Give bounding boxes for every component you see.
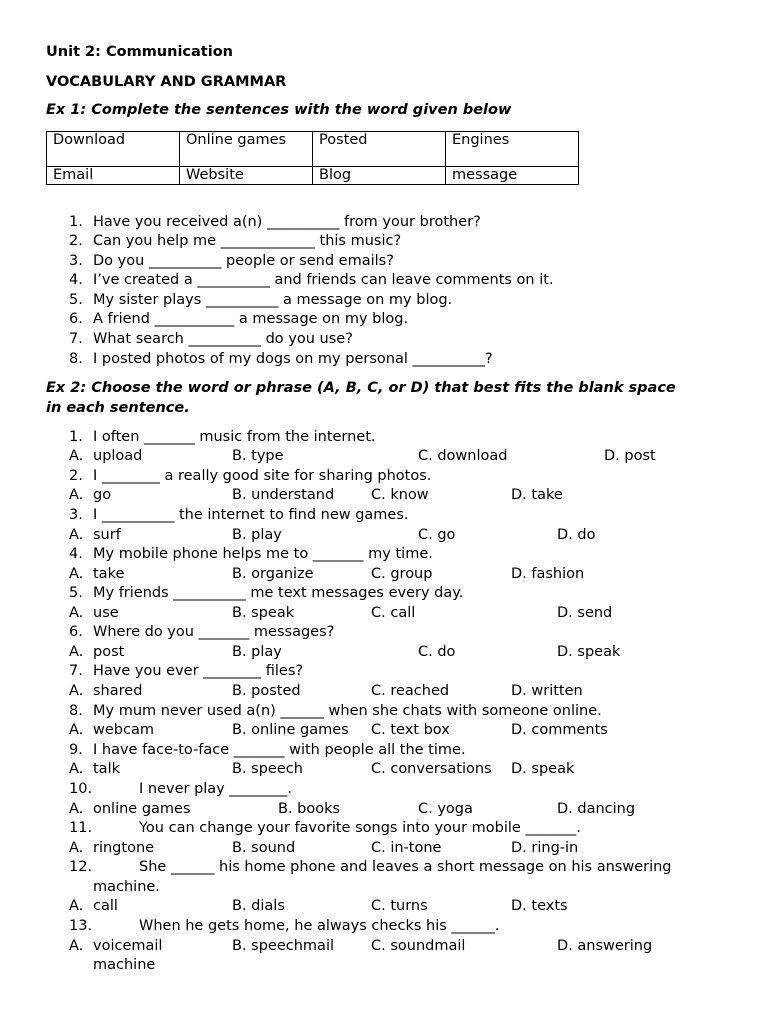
item-text: Do you __________ people or send emails? [93,253,394,269]
question-row [0,917,768,936]
option-a: upload [93,448,143,464]
question-row [0,506,768,525]
options-row [0,643,768,662]
item-text: Can you help me _____________ this music? [93,233,402,249]
options-row [0,760,768,779]
option-b: B. play [232,644,282,660]
item-number: 5. [69,292,83,308]
options-row [0,897,768,916]
option-a: take [93,566,125,582]
question-row [0,545,768,564]
list-item [0,330,768,349]
item-text: I’ve created a __________ and friends can leave comments on it. [93,272,554,288]
question-number: 10. [69,781,93,797]
question-text: I ________ a really good site for sharing photos. [93,468,432,484]
item-text: My sister plays __________ a message on my blog. [93,292,453,308]
word-cell: Blog [313,167,446,185]
question-row [0,584,768,603]
question-text: I never play ________. [139,781,292,797]
list-item [0,271,768,290]
option-c: C. reached [371,683,450,699]
option-b: B. organize [232,566,314,582]
option-letter: A. [69,761,84,777]
word-cell: message [446,167,579,185]
list-item [0,252,768,271]
option-a: go [93,487,112,503]
option-d: D. written [511,683,583,699]
question-text: She ______ his home phone and leaves a short message on his answering [139,859,672,875]
question-number: 9. [69,742,83,758]
item-number: 2. [69,233,83,249]
option-c: C. text box [371,722,450,738]
question-number: 2. [69,468,83,484]
item-text: I posted photos of my dogs on my personal __________? [93,351,493,367]
option-b: B. dials [232,898,285,914]
question-row [0,741,768,760]
option-d: D. speak [511,761,575,777]
question-row [0,467,768,486]
question-text: My mum never used a(n) ______ when she chats with someone online. [93,703,602,719]
ex2-title: Ex 2: Choose the word or phrase (A, B, C, or D) that best fits the blank space [46,380,676,396]
item-number: 6. [69,311,83,327]
question-text: My mobile phone helps me to _______ my time. [93,546,433,562]
options-row [0,526,768,545]
question-text: I __________ the internet to find new games. [93,507,409,523]
list-item [0,232,768,251]
question-number: 11. [69,820,93,836]
item-text: What search __________ do you use? [93,331,353,347]
option-d: D. do [557,527,596,543]
option-d: D. dancing [557,801,636,817]
question-number: 13. [69,918,93,934]
question-text: Have you ever ________ files? [93,663,304,679]
word-cell: Posted [313,132,446,167]
option-a: talk [93,761,120,777]
item-text: Have you received a(n) __________ from your brother? [93,214,481,230]
word-cell: Website [180,167,313,185]
question-row [0,428,768,447]
option-letter: A. [69,722,84,738]
question-number: 1. [69,429,83,445]
option-letter: A. [69,938,84,954]
option-c: C. do [418,644,456,660]
table-row [47,132,579,167]
item-number: 3. [69,253,83,269]
option-a: call [93,898,118,914]
word-cell: Download [47,132,180,167]
options-row [0,800,768,819]
option-a: ringtone [93,840,155,856]
list-item [0,350,768,369]
option-a: shared [93,683,143,699]
question-number: 7. [69,663,83,679]
option-d: D. fashion [511,566,585,582]
unit-title: Unit 2: Communication [46,44,233,60]
option-a: surf [93,527,121,543]
option-c: C. group [371,566,433,582]
question-number: 3. [69,507,83,523]
item-number: 8. [69,351,83,367]
option-d: D. take [511,487,563,503]
question-text: Where do you _______ messages? [93,624,335,640]
option-letter: A. [69,683,84,699]
item-number: 7. [69,331,83,347]
question-number: 8. [69,703,83,719]
ex1-title: Ex 1: Complete the sentences with the word given below [46,102,512,118]
item-number: 4. [69,272,83,288]
option-c: C. in-tone [371,840,442,856]
ex2-title-cont: in each sentence. [46,400,190,416]
table-row [47,167,579,185]
question-number: 12. [69,859,93,875]
option-b: B. posted [232,683,301,699]
options-row [0,486,768,505]
option-letter: A. [69,898,84,914]
question-row [0,819,768,838]
question-number: 5. [69,585,83,601]
question-number: 6. [69,624,83,640]
question-text-cont [0,878,768,897]
option-d: D. answering [557,938,653,954]
options-row [0,565,768,584]
question-text: You can change your favorite songs into your mobile _______. [139,820,581,836]
option-d: D. send [557,605,613,621]
item-number: 1. [69,214,83,230]
list-item [0,213,768,232]
option-a: online games [93,801,191,817]
options-row [0,682,768,701]
option-letter: A. [69,840,84,856]
option-c: C. go [418,527,456,543]
section-title: VOCABULARY AND GRAMMAR [46,74,287,90]
option-letter: A. [69,527,84,543]
option-c: C. know [371,487,429,503]
question-row [0,623,768,642]
question-row [0,702,768,721]
option-a: post [93,644,125,660]
options-row [0,937,768,956]
options-row [0,604,768,623]
option-d-cont: machine [93,957,156,973]
word-cell: Email [47,167,180,185]
option-d: D. comments [511,722,608,738]
word-cell: Online games [180,132,313,167]
option-c: C. call [371,605,416,621]
option-letter: A. [69,605,84,621]
option-b: B. speech [232,761,303,777]
list-item [0,310,768,329]
question-number: 4. [69,546,83,562]
word-cell: Engines [446,132,579,167]
option-b: B. speak [232,605,295,621]
option-letter: A. [69,566,84,582]
option-a: use [93,605,119,621]
option-b: B. online games [232,722,349,738]
option-a: voicemail [93,938,163,954]
option-c: C. conversations [371,761,492,777]
option-letter: A. [69,644,84,660]
option-c: C. turns [371,898,428,914]
option-letter: A. [69,801,84,817]
option-b: B. understand [232,487,335,503]
question-text: When he gets home, he always checks his ______. [139,918,500,934]
option-d: D. speak [557,644,621,660]
option-letter: A. [69,487,84,503]
question-text-line2: machine. [93,879,160,895]
options-row [0,447,768,466]
option-d: D. texts [511,898,568,914]
question-text: I often _______ music from the internet. [93,429,376,445]
word-bank-table [46,131,579,185]
option-c: C. download [418,448,508,464]
question-row [0,662,768,681]
option-b: B. play [232,527,282,543]
option-b: B. speechmail [232,938,334,954]
option-b: B. books [278,801,341,817]
option-d: D. post [604,448,656,464]
option-letter: A. [69,448,84,464]
question-text: My friends __________ me text messages every day. [93,585,464,601]
question-row [0,780,768,799]
options-row [0,839,768,858]
question-text: I have face-to-face _______ with people all the time. [93,742,466,758]
option-c: C. soundmail [371,938,466,954]
options-row-cont [0,956,768,975]
question-row [0,858,768,877]
item-text: A friend ___________ a message on my blog. [93,311,409,327]
options-row [0,721,768,740]
option-b: B. type [232,448,284,464]
option-c: C. yoga [418,801,473,817]
option-b: B. sound [232,840,296,856]
option-d: D. ring-in [511,840,579,856]
list-item [0,291,768,310]
option-a: webcam [93,722,154,738]
